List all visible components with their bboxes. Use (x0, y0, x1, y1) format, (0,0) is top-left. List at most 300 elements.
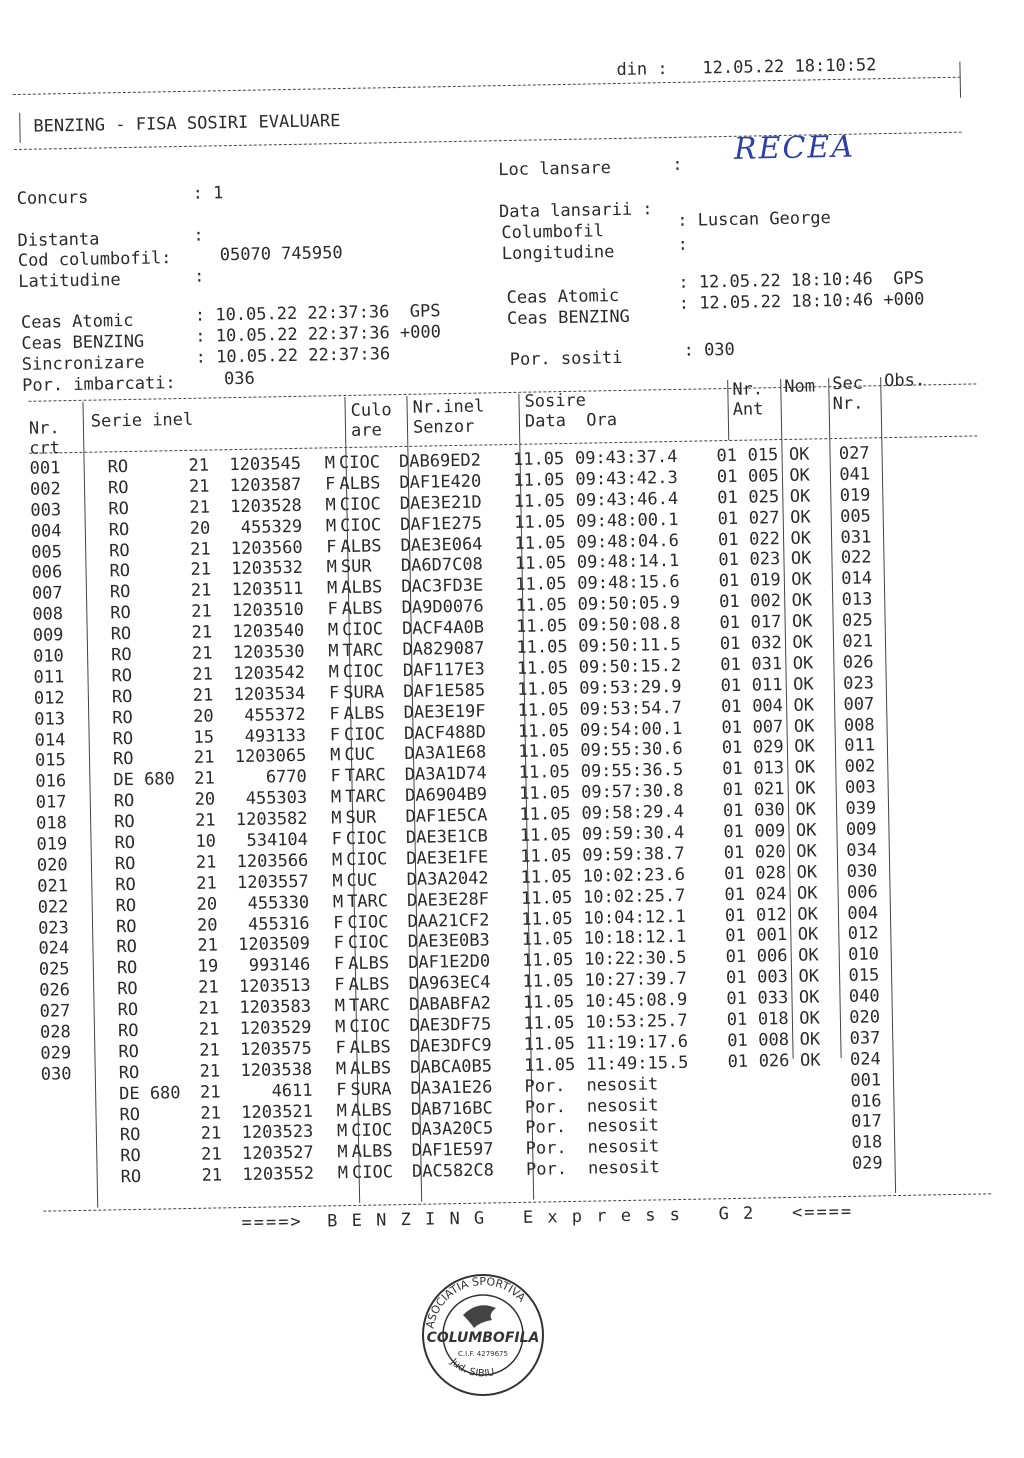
latitudine-value: : (194, 266, 205, 287)
cell-tara: RO (117, 979, 138, 1000)
loc-lansare-colon: : (672, 154, 683, 175)
cell-tara: RO (116, 958, 138, 979)
cell-sec: OK (799, 1050, 821, 1071)
cell-ant: 01 (724, 884, 746, 905)
cell-ant: 01 (717, 508, 739, 529)
cell-senzor: DAF117E3 (402, 659, 485, 681)
cell-senzor: DAE3E21D (399, 492, 482, 514)
cell-culoare: SUR (340, 556, 372, 578)
cell-sec: OK (789, 507, 811, 528)
cell-an: 21 (192, 664, 214, 685)
cell-ora: 09:59:30.4 (581, 822, 685, 845)
cell-tara: RO (115, 916, 137, 937)
cell-sec: OK (799, 1008, 820, 1029)
header-top-rule (13, 77, 961, 95)
cell-an: 21 (201, 1144, 222, 1166)
cell-ant: 01 (717, 529, 739, 550)
cell-sex: F (327, 599, 338, 620)
col-nr-ant: Nr. (732, 379, 764, 400)
cell-ant: 01 (719, 612, 741, 634)
cell-senzor: DABABFA2 (408, 993, 492, 1016)
stamp-middle-text: COLUMBOFILA (426, 1330, 540, 1346)
cell-sec: OK (798, 987, 820, 1008)
cell-sex: M (332, 870, 343, 892)
loc-lansare-handwritten: RECEA (733, 129, 856, 167)
cell-data: 11.05 (520, 866, 573, 888)
cell-culoare: CIOC (347, 932, 389, 954)
cell-inel: 455316 (247, 913, 310, 935)
cell-ant: 01 (722, 759, 743, 780)
cell-culoare: ALBS (350, 1099, 393, 1121)
cell-ora: nesosit (587, 1136, 660, 1159)
cell-sec: OK (793, 715, 815, 737)
cell-inel: 1203523 (241, 1122, 314, 1144)
cell-sec: OK (792, 632, 814, 653)
cell-sex: F (328, 682, 340, 704)
cell-inel: 4611 (271, 1080, 313, 1102)
col-senzor: Senzor (412, 416, 475, 438)
cell-obs: 039 (845, 798, 877, 819)
cell-nom (749, 1134, 801, 1156)
cell-an: 21 (197, 977, 219, 999)
cell-sec (801, 1112, 851, 1134)
cell-an: 21 (200, 1102, 222, 1124)
cell-culoare: CIOC (341, 619, 384, 641)
cell-data: 11.05 (522, 992, 575, 1013)
cell-culoare: ALBS (339, 473, 381, 494)
cell-data: 11.05 (523, 1054, 576, 1076)
cell-nr: 027 (39, 1001, 71, 1022)
cell-nr: 025 (38, 959, 70, 981)
cell-an: 20 (189, 518, 211, 539)
cell-tara: RO (114, 853, 136, 875)
cell-senzor: DA3A2042 (406, 868, 489, 890)
cell-nom: 022 (748, 528, 781, 550)
cell-ant: 01 (716, 445, 738, 467)
cell-nr (42, 1147, 102, 1169)
cell-nr: 008 (32, 604, 64, 625)
cell-nom: 023 (749, 549, 781, 571)
cell-nom (749, 1092, 801, 1114)
cell-obs: 005 (839, 506, 872, 527)
cell-senzor: DAE3E28F (406, 889, 490, 911)
cell-obs: 015 (848, 965, 880, 987)
ceas-benzing-right-value: : 12.05.22 18:10:46 +000 (678, 289, 925, 314)
cell-senzor: DAC3FD3E (401, 575, 484, 598)
cell-tara: RO (110, 644, 132, 666)
cell-nom: 026 (758, 1050, 790, 1072)
cell-senzor: DA6D7C08 (400, 554, 484, 577)
cell-obs: 012 (847, 923, 879, 945)
cell-sex: M (334, 1017, 346, 1038)
cell-ora: 09:43:37.4 (574, 446, 678, 469)
cell-sec: OK (793, 674, 814, 695)
cell-an: 19 (197, 956, 219, 978)
cell-obs: 002 (844, 756, 876, 778)
cell-an: 21 (199, 1082, 221, 1103)
cell-senzor: DAF1E585 (403, 680, 486, 702)
cell-nr: 004 (30, 520, 62, 542)
cell-ant (705, 1135, 749, 1157)
cell-tara: RO (107, 477, 129, 499)
cell-nom: 030 (753, 800, 786, 821)
sincronizare-value: : 10.05.22 22:37:36 (195, 344, 391, 368)
cell-senzor: DA3A1E68 (404, 742, 487, 765)
cell-an: 21 (189, 538, 211, 560)
cell-inel: 493133 (244, 725, 307, 747)
cell-data: 11.05 (520, 887, 573, 909)
ceas-atomic-left-value: : 10.05.22 22:37:36 GPS (194, 301, 441, 326)
cell-nr: 014 (34, 729, 66, 751)
cell-nom: 033 (757, 988, 789, 1009)
cell-an: 20 (196, 894, 218, 915)
cell-sex: M (324, 453, 336, 474)
cell-sex: M (326, 557, 338, 578)
cell-an: 21 (194, 810, 216, 831)
cell-nr: 024 (38, 938, 70, 960)
cell-data: 11.05 (514, 532, 566, 554)
cell-ant: 01 (718, 591, 740, 613)
cell-inel: 1203511 (231, 579, 304, 601)
cell-ora: 11:49:15.5 (585, 1052, 689, 1075)
cell-tara: RO (111, 686, 133, 708)
cell-nr (41, 1105, 101, 1127)
cell-nr: 019 (36, 834, 68, 855)
cell-obs: 006 (846, 881, 878, 903)
cell-culoare: SUR (345, 807, 377, 829)
cell-senzor: DAE3E1CB (405, 826, 488, 848)
cell-sec: OK (794, 778, 816, 800)
cell-senzor: DAF1E275 (400, 513, 483, 535)
cell-nr: 017 (35, 792, 67, 813)
cell-nom: 006 (756, 946, 788, 967)
cell-culoare: ALBS (341, 577, 383, 599)
cell-ora: 10:18:12.1 (583, 927, 687, 950)
stamp-bottom-text: Jud. SIBIU (448, 1356, 496, 1380)
cell-sec: OK (796, 841, 817, 862)
cell-nr: 018 (36, 813, 68, 834)
cell-sec (802, 1154, 852, 1176)
col-sec-nr: Nr. (832, 393, 864, 415)
cell-ant: 01 (727, 1030, 748, 1051)
cell-culoare: CIOC (343, 723, 386, 745)
cell-ora: 09:50:08.8 (577, 613, 681, 636)
cell-nom: 002 (750, 591, 782, 612)
col-nr: Nr. (28, 418, 60, 439)
cell-sex: M (326, 578, 338, 599)
longitudine-value: : (677, 234, 689, 255)
cell-obs: 024 (849, 1049, 881, 1070)
cell-an: 21 (188, 476, 210, 497)
cell-data: 11.05 (517, 720, 570, 742)
cell-tara: RO (118, 1041, 140, 1063)
cell-nom: 018 (757, 1008, 789, 1030)
cell-sec: OK (790, 527, 812, 549)
cell-an: 20 (196, 914, 218, 936)
cell-culoare: CIOC (340, 514, 382, 536)
por-sositi-label: Por. sositi (509, 347, 623, 370)
cell-nr: 002 (29, 479, 61, 500)
cell-inel: 1203513 (238, 975, 311, 998)
cell-inel: 1203545 (229, 453, 302, 476)
imbarcati-value: 036 (223, 368, 255, 390)
cell-inel: 6770 (265, 767, 307, 788)
col-culo: Culo (350, 400, 392, 421)
cell-sec: OK (789, 486, 811, 507)
cell-tara: RO (112, 707, 133, 728)
cell-data: 11.05 (516, 636, 568, 658)
loc-lansare-label: Loc lansare (498, 158, 612, 181)
cell-nom: 019 (749, 570, 781, 591)
cell-ora: 09:43:42.3 (575, 467, 678, 490)
cell-obs: 021 (842, 631, 874, 652)
cell-sex: F (336, 1079, 347, 1100)
cell-ant: 01 (719, 633, 741, 655)
col-are: are (350, 420, 382, 441)
cell-sex: M (336, 1100, 348, 1121)
cell-nr: 011 (33, 667, 65, 688)
cell-obs: 013 (841, 589, 873, 611)
cell-ora: 11:19:17.6 (585, 1031, 689, 1054)
cell-ora: 10:45:08.9 (584, 989, 688, 1012)
cell-obs: 031 (840, 526, 872, 548)
cell-sex: M (330, 787, 342, 808)
cell-obs: 020 (849, 1007, 881, 1028)
cell-obs: 022 (840, 547, 872, 569)
cell-culoare: CIOC (346, 849, 388, 870)
cell-senzor: DAB69ED2 (398, 450, 482, 472)
cell-obs: 027 (838, 443, 870, 464)
cell-inel: 1203534 (233, 683, 306, 705)
col-crt: crt (29, 438, 61, 459)
cell-nr: 020 (36, 855, 68, 876)
cell-nom: 015 (747, 445, 779, 466)
cell-ora: 09:53:29.9 (579, 676, 682, 699)
cell-ant: 01 (723, 821, 745, 843)
cell-inel: 1203587 (229, 474, 302, 496)
cell-ora: 09:55:30.6 (580, 739, 683, 762)
longitudine-label: Longitudine (501, 242, 615, 265)
cell-data: 11.05 (515, 595, 568, 617)
cell-inel: 1203510 (231, 599, 304, 622)
cell-data: 11.05 (517, 678, 569, 700)
cell-ant: 01 (718, 571, 740, 592)
cell-sex: M (325, 515, 337, 536)
cell-culoare: TARC (346, 890, 389, 912)
cell-culoare: ALBS (340, 535, 382, 557)
cell-nom: 011 (751, 674, 783, 696)
cell-inel: 455303 (245, 787, 308, 810)
cod-columbofil-value: 05070 745950 (219, 243, 343, 266)
footer-banner: ====> B E N Z I N G E x p r e s s G 2 <==== (241, 1201, 854, 1234)
cell-senzor: DAE3DFC9 (409, 1035, 492, 1057)
cell-data: 11.05 (513, 469, 565, 491)
cell-obs: 034 (846, 840, 878, 861)
cell-ora: 09:53:54.7 (579, 697, 683, 720)
cell-tara: RO (115, 874, 136, 896)
cell-nr: 001 (29, 458, 61, 479)
cell-culoare: TARC (344, 786, 387, 808)
cell-sex: M (327, 620, 339, 641)
cell-nr: 030 (40, 1063, 72, 1085)
cell-ant: 01 (717, 487, 738, 508)
cell-culoare: ALBS (351, 1141, 393, 1163)
cell-inel: 1203065 (234, 746, 307, 768)
cell-sex: F (333, 954, 345, 975)
cell-data: 11.05 (515, 574, 567, 596)
cell-sex: M (331, 849, 343, 871)
cell-an: 21 (196, 873, 217, 894)
dove-icon (463, 1305, 496, 1328)
cell-culoare: SURA (343, 682, 385, 703)
cell-tara: RO (109, 540, 130, 561)
cell-an: 21 (195, 852, 217, 873)
cell-inel: 1203557 (236, 871, 309, 893)
cell-ora: 09:48:15.6 (577, 572, 680, 595)
cell-ant: 01 (727, 1051, 749, 1072)
cell-inel: 1203538 (240, 1059, 313, 1081)
cell-nr: 007 (31, 583, 63, 605)
cell-nom: 021 (753, 779, 785, 800)
cell-sec: OK (791, 590, 813, 612)
cell-an: 21 (193, 747, 215, 769)
cell-nom: 032 (750, 633, 782, 654)
cell-senzor: DACF4A0B (401, 617, 485, 640)
cell-an: 21 (191, 622, 213, 643)
cell-culoare: CUC (346, 870, 378, 891)
cell-nr (43, 1168, 103, 1190)
col-nrinel: Nr.inel (412, 396, 485, 418)
cell-obs: 008 (843, 714, 875, 736)
association-stamp (418, 1270, 548, 1400)
cell-senzor: DAE3DF75 (409, 1014, 492, 1036)
columbofil-label: Columbofil (501, 221, 604, 244)
cell-obs: 001 (850, 1069, 882, 1091)
cell-data: 11.05 (515, 616, 568, 637)
cell-inel: 1203509 (238, 934, 311, 956)
cell-senzor: DA3A1D74 (404, 763, 487, 786)
cell-obs: 025 (841, 610, 873, 631)
cell-inel: 1203527 (241, 1143, 314, 1165)
cell-obs: 030 (846, 861, 878, 882)
cell-ora: 10:53:25.7 (585, 1010, 688, 1033)
cell-tara: RO (114, 832, 136, 854)
cell-nom: 027 (748, 507, 780, 529)
data-lansarii-label: Data lansarii : (498, 199, 653, 223)
stamp-top-text: ASOCIATIA SPORTIVA (423, 1274, 529, 1330)
cell-sec: OK (791, 611, 813, 632)
cell-tara: RO (110, 603, 132, 624)
distanta-label: Distanta (17, 229, 100, 251)
cell-an: 21 (189, 497, 211, 518)
cell-an: 10 (195, 831, 217, 852)
ceas-benzing-right-label: Ceas BENZING (506, 306, 631, 330)
cell-nr: 012 (33, 687, 65, 709)
cell-ora: 09:50:15.2 (578, 655, 682, 678)
cell-tara: RO (112, 728, 134, 749)
cell-ora: 09:57:30.8 (580, 781, 684, 803)
cell-data: 11.05 (520, 845, 572, 867)
cell-tara: RO (111, 665, 133, 687)
cell-sec: OK (796, 862, 818, 883)
cell-data: 11.05 (519, 824, 572, 846)
cell-sex: F (333, 933, 345, 954)
cell-senzor: DA963EC4 (408, 972, 491, 995)
cell-data: 11.05 (521, 929, 574, 951)
cell-ant: 01 (716, 466, 738, 488)
cell-inel: 1203529 (239, 1017, 312, 1040)
cell-obs: 011 (844, 735, 876, 757)
por-sositi-value: : 030 (683, 339, 735, 361)
cell-an: 21 (198, 1019, 220, 1040)
ceas-atomic-right-label: Ceas Atomic (506, 285, 620, 309)
cell-culoare: CIOC (345, 828, 388, 850)
concurs-value: : 1 (192, 183, 224, 204)
cell-tara: RO (120, 1146, 141, 1167)
cell-senzor: DAC582C8 (411, 1160, 495, 1183)
cell-sec: OK (796, 883, 818, 904)
cell-inel: 455329 (240, 516, 303, 538)
cell-culoare: CIOC (351, 1162, 394, 1184)
cell-nr (42, 1126, 102, 1148)
cell-obs: 019 (839, 485, 871, 506)
cell-ora: nesosit (587, 1157, 660, 1179)
cell-nr: 015 (34, 750, 66, 772)
cell-tara: RO (108, 498, 130, 520)
stamp-cif: C.I.F. 4279675 (458, 1350, 508, 1358)
ceas-benzing-left-value: : 10.05.22 22:37:36 +000 (195, 322, 442, 347)
cell-ora: 10:02:25.7 (582, 885, 686, 908)
cell-sex: M (334, 996, 346, 1017)
cell-data: 11.05 (518, 762, 571, 784)
cell-tara: DE 680 (118, 1082, 181, 1104)
cell-inel: 455330 (247, 892, 310, 914)
cell-ant: 01 (726, 1009, 748, 1031)
cell-data: 11.05 (512, 448, 565, 470)
cell-obs: 037 (849, 1028, 881, 1049)
cell-nom: 001 (756, 925, 788, 946)
cell-sex: M (329, 745, 341, 766)
cell-sec: OK (797, 903, 819, 925)
cell-sex: M (328, 662, 340, 683)
cell-ora: 10:04:12.1 (583, 906, 686, 929)
cell-tara: RO (115, 895, 137, 916)
cell-sec: OK (797, 924, 819, 946)
cell-nr: 029 (40, 1043, 72, 1064)
cell-an: 21 (190, 580, 212, 602)
cell-ant (705, 1093, 749, 1115)
cell-an: 21 (197, 935, 219, 957)
cell-ant: 01 (725, 926, 746, 947)
cell-sec: OK (793, 695, 815, 716)
cell-ant: 01 (723, 863, 745, 884)
cell-nom: 003 (757, 967, 789, 988)
cell-tara: RO (107, 456, 129, 478)
cell-ora: 09:43:46.4 (575, 488, 679, 511)
cell-tara: RO (108, 519, 130, 540)
cell-culoare: ALBS (341, 598, 383, 620)
cell-tara: RO (118, 1062, 140, 1084)
cell-nom (749, 1113, 801, 1135)
cell-ora: nesosit (586, 1074, 659, 1096)
cell-data: Por. (524, 1096, 567, 1118)
cell-ora: 10:22:30.5 (584, 948, 687, 971)
cell-sec: OK (797, 945, 819, 967)
cell-tara: RO (113, 812, 135, 833)
cell-nr: 023 (37, 917, 69, 939)
cell-nom: 008 (758, 1029, 790, 1051)
cell-sex: M (336, 1121, 348, 1142)
